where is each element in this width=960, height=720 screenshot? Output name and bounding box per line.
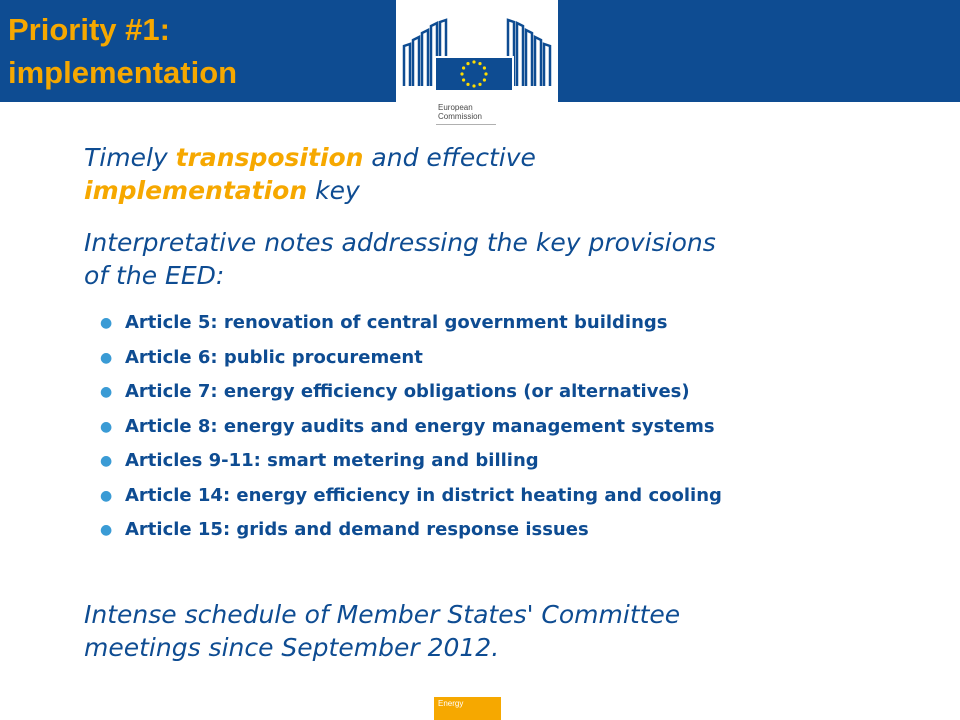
slide-title bbox=[8, 8, 237, 94]
logo-divider bbox=[436, 124, 496, 125]
list-item-text: Article 8: energy audits and energy management systems bbox=[125, 415, 715, 437]
list-item-text: Articles 9-11: smart metering and billing bbox=[125, 450, 539, 471]
para1-text-1: Timely bbox=[84, 143, 176, 172]
para3-line-1: Intense schedule of Member States' Committee bbox=[84, 600, 681, 629]
article-list bbox=[100, 306, 722, 548]
footer-tag-label: Energy bbox=[438, 699, 464, 708]
list-item-text: Article 14: energy efficiency in district heating and cooling bbox=[125, 484, 722, 506]
list-item bbox=[100, 513, 722, 548]
para3-line-2: meetings since September 2012. bbox=[84, 633, 500, 662]
list-item-text: Article 6: public procurement bbox=[125, 346, 423, 368]
slide-title-line-2: implementation bbox=[8, 55, 238, 90]
logo-text-line-1: European bbox=[438, 103, 473, 112]
list-item bbox=[100, 341, 722, 376]
slide-title-line-1: Priority #1: bbox=[8, 12, 170, 47]
logo-text bbox=[438, 103, 482, 121]
european-commission-logo bbox=[396, 0, 558, 132]
para1-text-2: and effective bbox=[363, 143, 536, 172]
paragraph-transposition bbox=[84, 141, 536, 207]
paragraph-interpretative-notes bbox=[84, 226, 716, 292]
bullet-dot-icon: ● bbox=[100, 487, 113, 504]
footer-tag bbox=[434, 697, 501, 720]
logo-text-line-2: Commission bbox=[438, 112, 483, 121]
list-item-text: Article 15: grids and demand response issues bbox=[125, 519, 589, 540]
list-item-text: Article 5: renovation of central government buildings bbox=[125, 312, 668, 333]
bullet-dot-icon: ● bbox=[100, 315, 113, 331]
list-item bbox=[100, 306, 722, 341]
highlight-implementation: implementation bbox=[84, 176, 308, 205]
list-item bbox=[100, 375, 722, 410]
paragraph-committee-meetings bbox=[84, 598, 680, 664]
para2-line-1: Interpretative notes addressing the key provisions bbox=[84, 228, 716, 257]
highlight-transposition: transposition bbox=[175, 143, 364, 172]
list-item bbox=[100, 410, 722, 445]
para2-line-2: of the EED: bbox=[84, 261, 225, 290]
european-commission-logo-icon bbox=[396, 0, 558, 102]
list-item bbox=[100, 444, 722, 479]
bullet-dot-icon: ● bbox=[100, 453, 113, 469]
bullet-dot-icon: ● bbox=[100, 384, 113, 400]
para1-text-3: key bbox=[307, 176, 360, 205]
bullet-dot-icon: ● bbox=[100, 349, 113, 366]
bullet-dot-icon: ● bbox=[100, 522, 113, 538]
list-item bbox=[100, 479, 722, 514]
bullet-dot-icon: ● bbox=[100, 418, 113, 435]
list-item-text: Article 7: energy efficiency obligations (or alternatives) bbox=[125, 381, 690, 402]
